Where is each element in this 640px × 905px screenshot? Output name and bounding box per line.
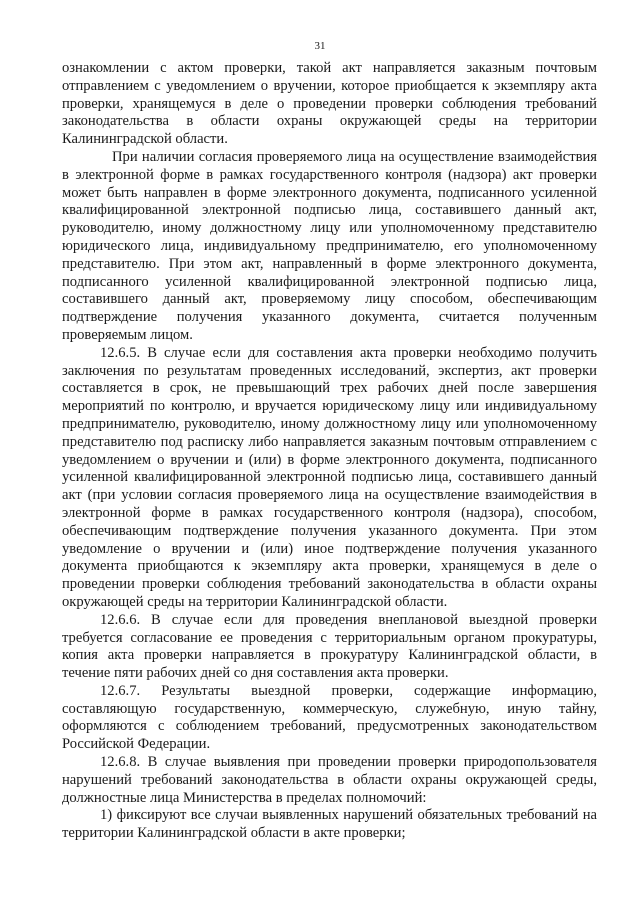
document-body: [62, 60, 597, 843]
paragraph-12-6-8: 12.6.8. В случае выявления при проведении проверки природопользователя нарушений требований законодательства в области охраны окружающей среды, должностные лица Министерства в пределах полномочий:: [62, 754, 597, 806]
paragraph-12-6-5: 12.6.5. В случае если для составления акта проверки необходимо получить заключения по результатам проведенных исследований, экспертиз, акт проверки составляется в срок, не превышающий трех рабочих дней после завершения мероприятий по контролю, и вручается юридическому лицу или индивидуальному предпринимателю, руководителю, иному должностному лицу или уполномоченному представителю под расписку либо направляется заказным почтовым отправлением с уведомлением о вручении и (или) в форме электронного документа, подписанного усиленной квалифицированной электронной подписью лица, составившего данный акт (при условии согласия проверяемого лица на осуществление взаимодействия в электронной форме в рамках государственного контроля (надзора), способом, обеспечивающим подтверждение получения указанного документа. При этом уведомление о вручении и (или) иное подтверждение получения указанного документа приобщаются к экземпляру акта проверки, хранящемуся в деле о проведении проверки соблюдения требований законодательства в области охраны окружающей среды на территории Калининградской области.: [62, 344, 597, 610]
page-number: 31: [314, 40, 326, 52]
paragraph-12-6-7: 12.6.7. Результаты выездной проверки, содержащие информацию, составляющую государственную, коммерческую, служебную, иную тайну, оформляются с соблюдением требований, предусмотренных законодательством Российской Федерации.: [62, 682, 597, 753]
paragraph-continuation: ознакомлении с актом проверки, такой акт направляется заказным почтовым отправлением с уведомлением о вручении, которое приобщается к экземпляру акта проверки, хранящемуся в деле о проведении проверки соблюдения требований законодательства в области охраны окружающей среды на территории Калининградской области.: [62, 60, 597, 148]
paragraph-item-1: 1) фиксируют все случаи выявленных нарушений обязательных требований на территории Калининградской области в акте проверки;: [62, 807, 597, 842]
paragraph-electronic-form: При наличии согласия проверяемого лица на осуществление взаимодействия в электронной форме в рамках государственного контроля (надзора) акт проверки может быть направлен в форме электронного документа, подписанного усиленной квалифицированной электронной подписью лица, составившего данный акт, руководителю, иному должностному лицу или уполномоченному представителю юридического лица, индивидуальному предпринимателю, его уполномоченному представителю. При этом акт, направленный в форме электронного документа, подписанного усиленной квалифицированной электронной подписью лица, составившего данный акт, проверяемому лицу способом, обеспечивающим подтверждение получения указанного документа, считается полученным проверяемым лицом.: [62, 148, 597, 343]
paragraph-12-6-6: 12.6.6. В случае если для проведения внеплановой выездной проверки требуется согласование ее проведения с территориальным органом прокуратуры, копия акта проверки направляется в прокуратуру Калининградской области, в течение пяти рабочих дней со дня составления акта проверки.: [62, 611, 597, 682]
